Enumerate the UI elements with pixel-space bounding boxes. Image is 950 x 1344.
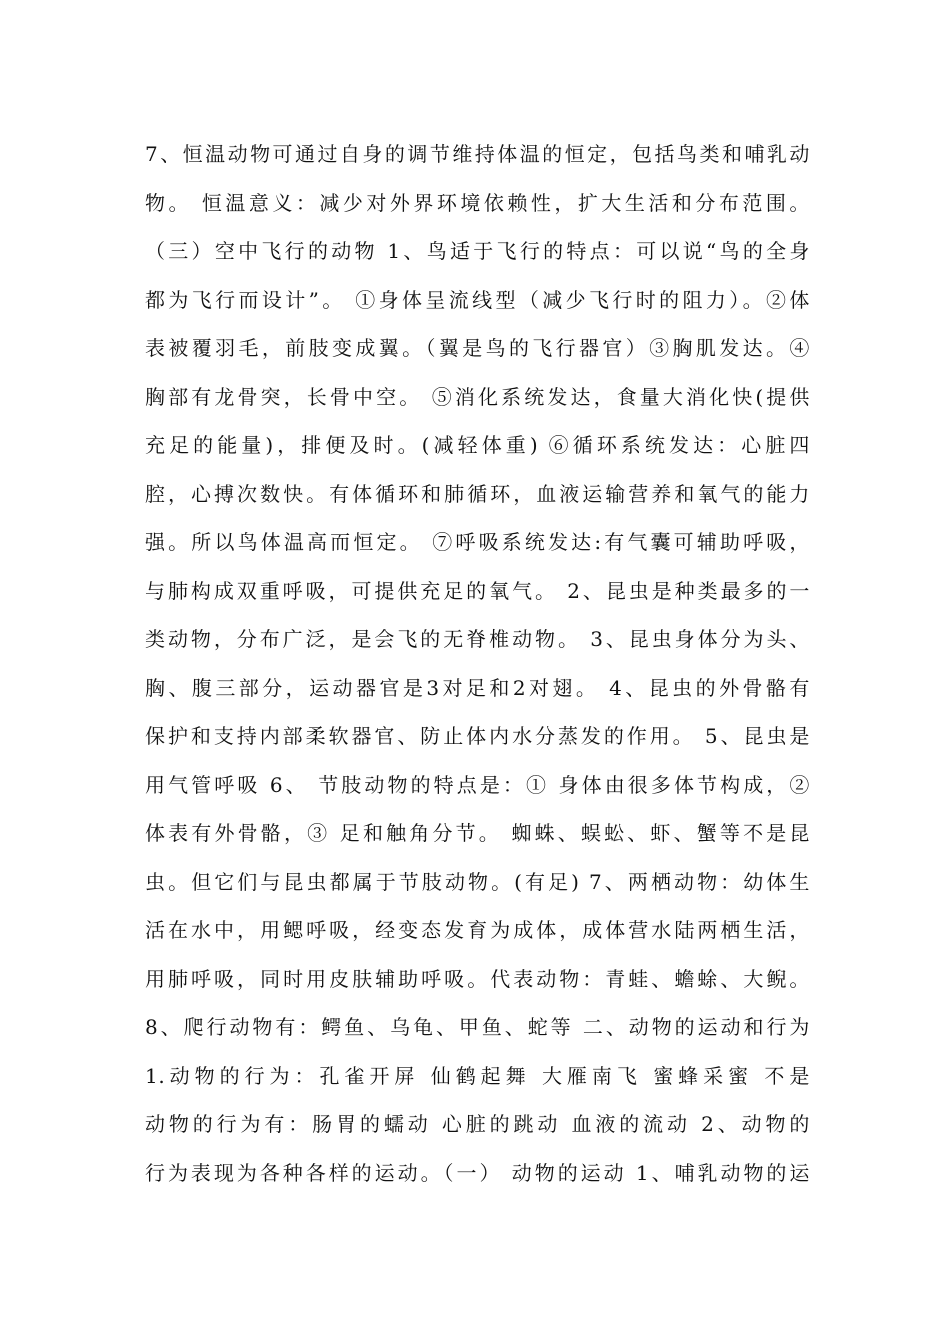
- text-line-17: 活在水中，用鳃呼吸，经变态发育为成体，成体营水陆两栖生活，: [145, 918, 810, 942]
- text-line-10: 与肺构成双重呼吸，可提供充足的氧气。 2、昆虫是种类最多的一: [145, 578, 810, 603]
- text-line-9: 强。所以鸟体温高而恒定。 ⑦呼吸系统发达:有气囊可辅助呼吸，: [145, 530, 810, 554]
- text-line-20: 1.动物的行为：孔雀开屏 仙鹤起舞 大雁南飞 蜜蜂采蜜 不是: [145, 1063, 810, 1088]
- text-line-13: 保护和支持内部柔软器官、防止体内水分蒸发的作用。 5、昆虫是: [145, 724, 810, 748]
- text-line-6: 胸部有龙骨突，长骨中空。 ⑤消化系统发达，食量大消化快(提供: [145, 384, 810, 409]
- text-line-3: （三）空中飞行的动物 1、鸟适于飞行的特点：可以说“鸟的全身: [145, 239, 810, 263]
- text-line-2: 物。 恒温意义：减少对外界环境依赖性，扩大生活和分布范围。: [145, 190, 810, 215]
- text-line-7: 充足的能量)，排便及时。(减轻体重) ⑥循环系统发达：心脏四: [145, 433, 810, 457]
- text-line-18: 用肺呼吸，同时用皮肤辅助呼吸。代表动物：青蛙、蟾蜍、大鲵。: [145, 966, 810, 991]
- text-line-21: 动物的行为有：肠胃的蠕动 心脏的跳动 血液的流动 2、动物的: [145, 1112, 810, 1136]
- text-line-12: 胸、腹三部分，运动器官是3对足和2对翅。 4、昆虫的外骨骼有: [145, 675, 810, 700]
- text-line-11: 类动物，分布广泛，是会飞的无脊椎动物。 3、昆虫身体分为头、: [145, 627, 810, 651]
- text-line-15: 体表有外骨骼，③ 足和触角分节。 蜘蛛、蜈蚣、虾、蟹等不是昆: [145, 821, 810, 845]
- text-line-1: 7、恒温动物可通过自身的调节维持体温的恒定，包括鸟类和哺乳动: [145, 142, 810, 166]
- text-line-14: 用气管呼吸 6、 节肢动物的特点是：① 身体由很多体节构成，②: [145, 772, 810, 797]
- body-text: [145, 130, 810, 1197]
- text-line-8: 腔，心搏次数快。有体循环和肺循环，血液运输营养和氧气的能力: [145, 481, 810, 506]
- text-line-19: 8、爬行动物有：鳄鱼、乌龟、甲鱼、蛇等 二、动物的运动和行为: [145, 1015, 810, 1039]
- text-line-4: 都为飞行而设计”。 ①身体呈流线型（减少飞行时的阻力）。②体: [145, 287, 810, 312]
- text-line-16: 虫。但它们与昆虫都属于节肢动物。(有足) 7、两栖动物：幼体生: [145, 869, 810, 894]
- text-line-22: 行为表现为各种各样的运动。（一） 动物的运动 1、哺乳动物的运: [145, 1160, 810, 1185]
- text-line-5: 表被覆羽毛，前肢变成翼。（翼是鸟的飞行器官）③胸肌发达。④: [145, 336, 810, 360]
